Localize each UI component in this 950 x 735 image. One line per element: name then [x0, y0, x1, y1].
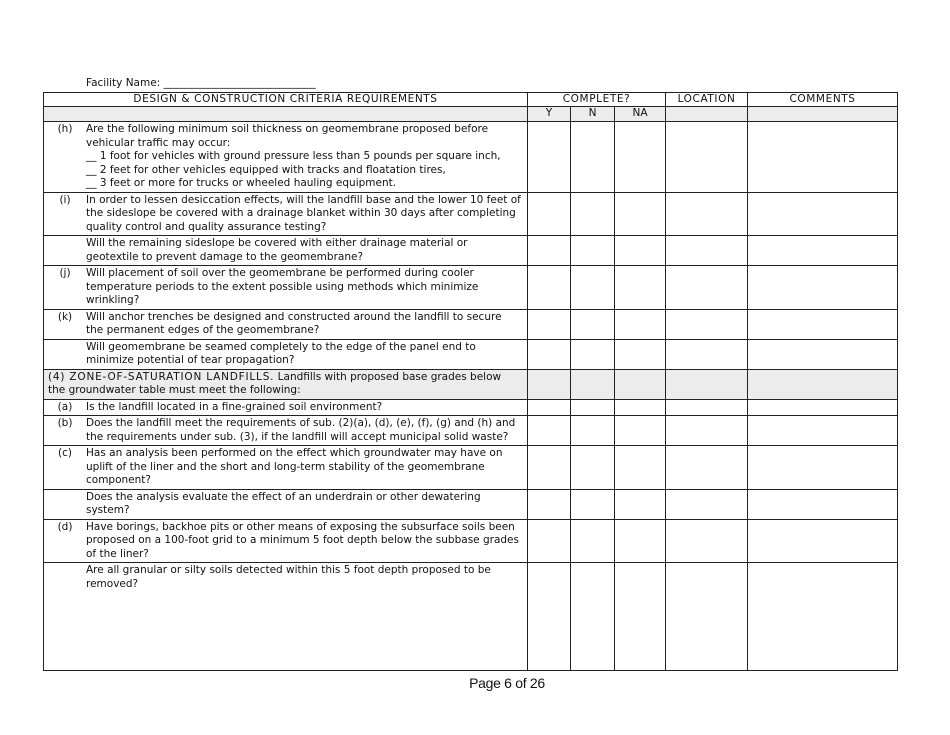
item-label: (j) — [59, 267, 71, 279]
n-cell[interactable] — [571, 236, 615, 266]
na-cell[interactable] — [615, 236, 666, 266]
na-cell[interactable] — [615, 122, 666, 193]
y-cell[interactable] — [528, 122, 571, 193]
table-row — [44, 399, 898, 416]
no-header: N — [571, 107, 615, 122]
item-label — [44, 491, 86, 518]
na-cell[interactable] — [615, 489, 666, 519]
y-cell[interactable] — [528, 563, 571, 671]
n-cell[interactable] — [571, 489, 615, 519]
y-cell[interactable] — [528, 416, 571, 446]
y-cell[interactable] — [528, 489, 571, 519]
item-text: Will anchor trenches be designed and constructed around the landfill to secure the permanent edges of the geomembrane? — [86, 310, 502, 336]
item-text: Have borings, backhoe pits or other means of exposing the subsurface soils been proposed on a 100-foot grid to a minimum 5 foot depth below the subbase grades of the liner? — [86, 520, 519, 560]
item-label — [44, 564, 86, 591]
location-cell[interactable] — [666, 416, 748, 446]
table-row — [44, 339, 898, 369]
comments-cell[interactable] — [748, 309, 898, 339]
n-cell[interactable] — [571, 563, 615, 671]
y-cell[interactable] — [528, 339, 571, 369]
na-cell[interactable] — [615, 446, 666, 490]
page-number: Page 6 of 26 — [469, 675, 545, 691]
item-text: Will placement of soil over the geomembrane be performed during cooler temperature periods to the extent possible using methods which minimize wrinkling? — [86, 267, 479, 306]
y-cell[interactable] — [528, 399, 571, 416]
section-row — [44, 369, 898, 399]
na-cell[interactable] — [615, 339, 666, 369]
location-cell[interactable] — [666, 446, 748, 490]
comments-cell[interactable] — [748, 519, 898, 563]
item-label: (d) — [57, 520, 73, 533]
y-cell[interactable] — [528, 236, 571, 266]
table-row — [44, 489, 898, 519]
location-cell[interactable] — [666, 236, 748, 266]
item-text: Are the following minimum soil thickness on geomembrane proposed before vehicular traffic may occur: __ 1 foot for vehicles with ground pressure less than 5 pounds per square inch, __ 2 feet for other vehicles equipped with tracks and floatation tires, __ 3 feet or more for trucks or wheeled hauling equipment. — [86, 123, 501, 189]
comments-cell[interactable] — [748, 266, 898, 310]
item-label: (b) — [57, 417, 73, 429]
header-row — [44, 93, 898, 107]
n-cell[interactable] — [571, 339, 615, 369]
item-text: In order to lessen desiccation effects, will the landfill base and the lower 10 feet of the sideslope be covered with a drainage blanket within 30 days after completing quality control and quality assurance testing? — [86, 193, 521, 233]
comments-cell[interactable] — [748, 339, 898, 369]
item-text: Is the landfill located in a fine-grained soil environment? — [86, 400, 383, 413]
y-cell[interactable] — [528, 446, 571, 490]
na-cell[interactable] — [615, 563, 666, 671]
subheader-row — [44, 107, 898, 122]
comments-header: COMMENTS — [748, 93, 898, 107]
na-cell[interactable] — [615, 309, 666, 339]
comments-cell[interactable] — [748, 563, 898, 671]
location-cell[interactable] — [666, 266, 748, 310]
table-row — [44, 236, 898, 266]
n-cell[interactable] — [571, 446, 615, 490]
criteria-table — [43, 92, 898, 671]
item-label: (i) — [59, 193, 71, 206]
n-cell[interactable] — [571, 399, 615, 416]
y-cell[interactable] — [528, 309, 571, 339]
na-cell[interactable] — [615, 266, 666, 310]
item-label: (h) — [57, 123, 73, 135]
item-text: Are all granular or silty soils detected within this 5 foot depth proposed to be removed? — [86, 564, 491, 590]
na-cell[interactable] — [615, 399, 666, 416]
requirements-header: DESIGN & CONSTRUCTION CRITERIA REQUIREMENTS — [44, 93, 528, 107]
comments-cell[interactable] — [748, 399, 898, 416]
comments-subheader-blank — [748, 107, 898, 122]
table-row — [44, 192, 898, 236]
n-cell[interactable] — [571, 192, 615, 236]
item-label: (a) — [57, 400, 73, 413]
item-text: Does the analysis evaluate the effect of an underdrain or other dewatering system? — [86, 490, 481, 516]
y-cell[interactable] — [528, 519, 571, 563]
section-text: Landfills with proposed base grades below the groundwater table must meet the following: — [48, 370, 502, 396]
requirements-subheader-blank — [44, 107, 528, 122]
item-text: Will the remaining sideslope be covered with either drainage material or geotextile to prevent damage to the geomembrane? — [86, 237, 468, 263]
comments-cell[interactable] — [748, 236, 898, 266]
complete-header: COMPLETE? — [528, 93, 666, 107]
table-row — [44, 122, 898, 193]
na-cell[interactable] — [615, 416, 666, 446]
location-cell[interactable] — [666, 489, 748, 519]
location-cell[interactable] — [666, 339, 748, 369]
item-text: Has an analysis been performed on the effect which groundwater may have on uplift of the liner and the short and long-term stability of the geomembrane component? — [86, 447, 503, 486]
location-cell[interactable] — [666, 192, 748, 236]
facility-name-line: Facility Name: _____________________________ — [86, 77, 316, 89]
table-row — [44, 266, 898, 310]
comments-cell[interactable] — [748, 416, 898, 446]
item-label — [44, 341, 86, 368]
table-row — [44, 563, 898, 671]
comments-cell[interactable] — [748, 192, 898, 236]
location-cell[interactable] — [666, 122, 748, 193]
location-cell[interactable] — [666, 563, 748, 671]
comments-cell[interactable] — [748, 446, 898, 490]
yes-header: Y — [528, 107, 571, 122]
location-subheader-blank — [666, 107, 748, 122]
table-row — [44, 519, 898, 563]
item-text: Will geomembrane be seamed completely to the edge of the panel end to minimize potential of tear propagation? — [86, 340, 476, 366]
item-label: (k) — [57, 310, 73, 323]
item-label — [44, 237, 86, 264]
n-cell[interactable] — [571, 266, 615, 310]
n-cell[interactable] — [571, 309, 615, 339]
y-cell[interactable] — [528, 266, 571, 310]
section-heading: (4) ZONE-OF-SATURATION LANDFILLS. — [48, 370, 275, 383]
na-header: NA — [615, 107, 666, 122]
table-row — [44, 416, 898, 446]
table-row — [44, 446, 898, 490]
na-cell[interactable] — [615, 519, 666, 563]
comments-cell[interactable] — [748, 122, 898, 193]
table-row — [44, 309, 898, 339]
y-cell[interactable] — [528, 192, 571, 236]
item-text: Does the landfill meet the requirements of sub. (2)(a), (d), (e), (f), (g) and (h) and the requirements under sub. (3), if the landfill will accept municipal solid waste? — [86, 417, 516, 443]
location-cell[interactable] — [666, 519, 748, 563]
na-cell[interactable] — [615, 192, 666, 236]
comments-cell[interactable] — [748, 489, 898, 519]
location-cell[interactable] — [666, 399, 748, 416]
location-cell[interactable] — [666, 309, 748, 339]
item-label: (c) — [58, 447, 72, 459]
n-cell[interactable] — [571, 416, 615, 446]
location-header: LOCATION — [666, 93, 748, 107]
n-cell[interactable] — [571, 519, 615, 563]
n-cell[interactable] — [571, 122, 615, 193]
